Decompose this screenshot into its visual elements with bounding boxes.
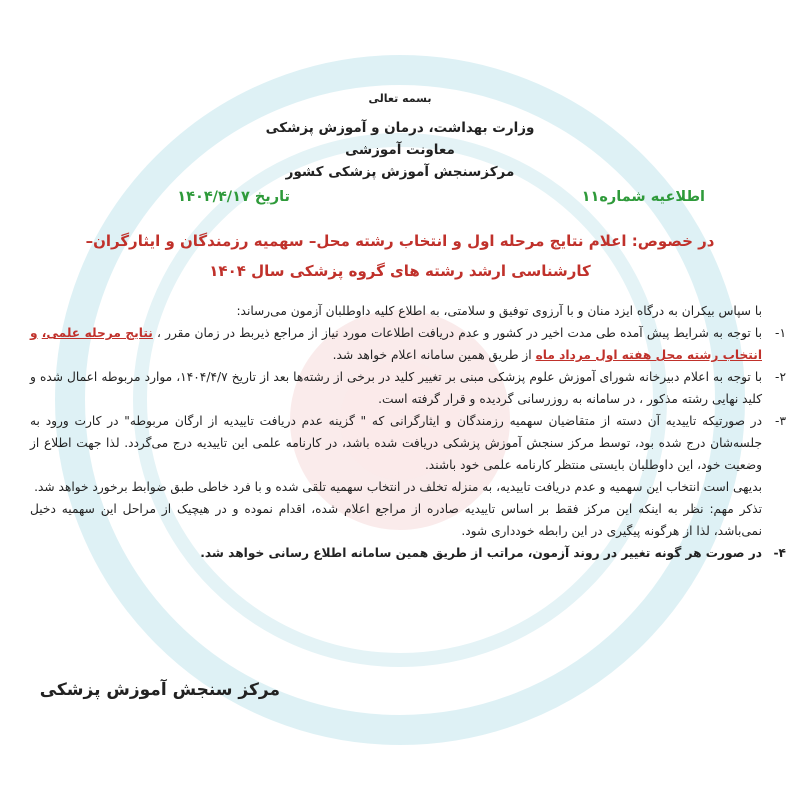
item-4 [30,542,786,564]
notice-number: اطلاعیه شماره۱۱ [581,189,705,205]
item-2-number: ۲- [775,370,786,384]
item-3-warning: تذکر مهم: نظر به اینکه این مرکز فقط بر اساس تاییدیه صادره از مراجع اعلام شده، اقدام نموده و در هیچیک از مراحل این سهمیه دخیل نمی‌باشد، لذا از هرگونه پیگیری در این رابطه خودداری شود. [30,502,762,538]
item-4-number: ۴- [773,546,786,560]
deputy-name: معاونت آموزشی [345,142,455,158]
center-name: مرکزسنجش آموزش پزشکی کشور [285,164,515,180]
ministry-name: وزارت بهداشت، درمان و آموزش پزشکی [265,120,535,136]
item-1-text: با توجه به شرایط پیش آمده طی مدت اخیر در کشور و عدم دریافت اطلاعات مورد نیاز از مراجع ذیربط در زمان مقرر ، [152,326,762,340]
signature: مرکز سنجش آموزش پزشکی [39,680,280,700]
subject-line-1: در خصوص: اعلام نتایج مرحله اول و انتخاب رشته محل– سهمیه رزمندگان و ایثارگران– [85,232,715,250]
item-2 [30,366,786,410]
item-1-number: ۱- [775,326,786,340]
notice-date: تاریخ ۱۴۰۴/۴/۱۷ [177,189,290,205]
item-4-text: در صورت هر گونه تغییر در روند آزمون، مراتب از طریق همین سامانه اطلاع رسانی خواهد شد. [200,546,762,560]
intro-text: با سپاس بیکران به درگاه ایزد منان و با آرزوی توفیق و سلامتی، به اطلاع کلیه داوطلبان آزمون می‌رساند: [236,304,762,318]
item-3 [30,410,786,476]
subject-line-2: کارشناسی ارشد رشته های گروه پزشکی سال ۱۴۰۴ [209,262,591,280]
notice-body [30,300,786,564]
basmala: بسمه تعالی [368,92,432,105]
item-3-note: بدیهی است انتخاب این سهمیه و عدم دریافت تاییدیه، به منزله تخلف در انتخاب سهمیه تلقی شده و با فرد خاطی طبق ضوابط برخورد خواهد شد. [34,480,762,494]
item-1 [30,322,786,366]
item-1-text-end: از طریق همین سامانه اعلام خواهد شد. [332,348,532,362]
item-1-highlight-results: نتایج مرحله علمی، [41,326,153,340]
item-2-text: با توجه به اعلام دبیرخانه شورای آموزش علوم پزشکی مبنی بر تغییر کلید در برخی از رشته‌ها بعد از تاریخ ۱۴۰۴/۴/۷، موارد مربوطه اعمال شده و کلید نهایی رشته مذکور ، در سامانه به روزرسانی گردیده و قرار گرفته است. [30,370,762,406]
item-1-highlight-selection: و انتخاب رشته محل هفته اول مرداد ماه [30,326,762,362]
item-3-text: در صورتیکه تاییدیه آن دسته از متقاضیان سهمیه رزمندگان و ایثارگرانی که " گزینه عدم دریافت تاییدیه از ارگان مربوطه" در کارت ورود به جلسه‌شان درج شده بود، توسط مرکز سنجش آموزش پزشکی دریافت شده باشد، در کارنامه علمی این تاییدیه درج می‌گردد. لذا جهت اطلاع از وضعیت خود، این داوطلبان بایستی منتظر کارنامه علمی خود باشند. [30,414,762,472]
item-3-number: ۳- [775,414,786,428]
